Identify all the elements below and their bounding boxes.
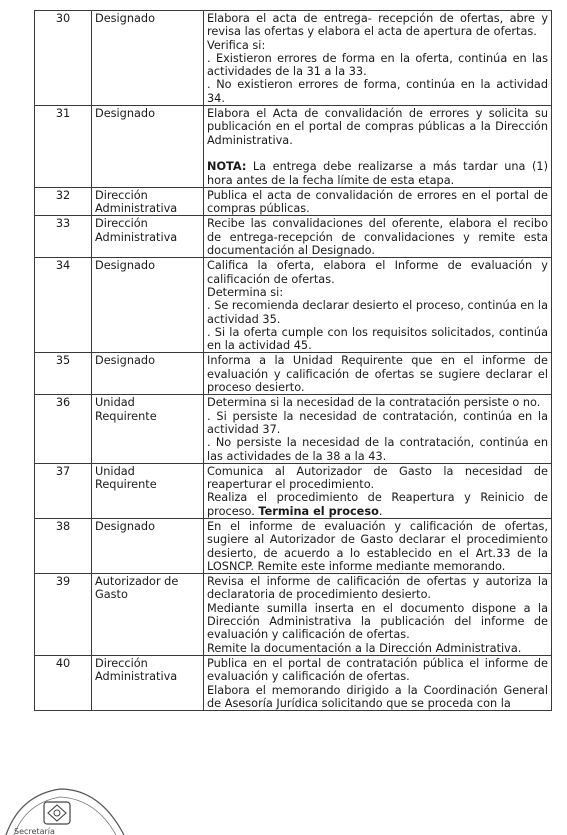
procedure-table [34,10,552,711]
description-paragraph [207,491,548,518]
responsible-unit: Unidad [95,464,135,478]
description-cell [204,353,552,395]
description-paragraph [207,642,548,655]
description-paragraph [207,259,548,286]
description-paragraph [207,326,548,353]
description-cell [204,655,552,710]
responsible-unit: Requirente [95,478,157,492]
responsible-unit: Gasto [95,588,128,602]
description-text: Publica en el portal de contratación pública el informe de evaluación y calificación de ofertas. [207,656,548,684]
description-text: Informa a la Unidad Requirente que en el informe de evaluación y calificación de ofertas se sugiere declarar el proceso desierto. [207,354,548,395]
description-paragraph [207,286,548,299]
description-cell [204,11,552,106]
description-text: Elabora el memorando dirigido a la Coordinación General de Asesoría Jurídica solicitando que se proceda con la [207,683,548,710]
description-text: . No persiste la necesidad de la contratación, continúa en las actividades de la 38 a la 43. [207,436,548,463]
responsible-unit: Administrativa [95,670,178,684]
activity-number: 33 [35,216,92,258]
table-row [35,395,552,463]
table-row [35,187,552,216]
description-paragraph [207,189,548,216]
description-text: Mediante sumilla inserta en el documento dispone a la Dirección Administrativa la publicación del informe de evaluación y calificación de ofertas. [207,601,548,642]
description-text: Elabora el Acta de convalidación de errores y solicita su publicación en el portal de compras públicas a la Dirección Administrativa. [207,107,548,147]
responsible-cell [92,463,204,518]
responsible-unit: Designado [95,354,156,368]
description-text-tail: . [378,504,383,518]
description-paragraph [207,396,548,409]
activity-number: 32 [35,187,92,216]
end-process-label: Termina el proceso [258,504,379,518]
description-paragraph [207,78,548,105]
description-paragraph [207,575,548,602]
activity-number: 40 [35,655,92,710]
table-row [35,106,552,188]
description-paragraph [207,299,548,326]
responsible-cell [92,353,204,395]
description-paragraph [207,410,548,437]
description-text: Publica el acta de convalidación de errores en el portal de compras públicas. [207,188,548,216]
responsible-cell [92,187,204,216]
procedure-table-body [35,11,552,711]
activity-number: 39 [35,574,92,656]
description-text: Califica la oferta, elabora el Informe de evaluación y calificación de ofertas. [207,259,548,286]
responsible-unit: Designado [95,107,156,121]
description-text: Elabora el acta de entrega- recepción de ofertas, abre y revisa las ofertas y elabora el acta de apertura de ofertas. [207,12,548,39]
description-paragraph [207,107,548,147]
description-text: Determina si la necesidad de la contratación persiste o no. [207,396,541,410]
description-cell [204,216,552,258]
description-cell [204,187,552,216]
seal-emblem-icon [44,802,70,824]
description-text: Comunica al Autorizador de Gasto la necesidad de reaperturar el procedimiento. [207,464,548,492]
table-row [35,518,552,573]
responsible-unit: Dirección [95,656,148,670]
table-row [35,574,552,656]
responsible-cell [92,395,204,463]
paragraph-gap [207,147,548,160]
description-paragraph [207,520,548,573]
description-text: Recibe las convalidaciones del oferente, elabora el recibo de entrega-recepción de convalidaciones y remite esta documentación al Designado. [207,217,548,258]
description-paragraph [207,52,548,79]
responsible-unit: Autorizador de [95,575,179,589]
description-text: Remite la documentación a la Dirección Administrativa. [207,641,522,655]
responsible-unit: Requirente [95,409,157,423]
seal-text: Secretaría [14,827,55,835]
seal-stamp [0,755,130,835]
description-text: . Existieron errores de forma en la oferta, continúa en las actividades de la 31 a la 33. [207,51,548,79]
activity-number: 35 [35,353,92,395]
responsible-unit: Administrativa [95,202,178,216]
responsible-cell [92,216,204,258]
responsible-unit: Designado [95,259,156,273]
responsible-unit: Designado [95,519,156,533]
description-text: Determina si: [207,285,284,299]
description-paragraph [207,12,548,39]
procedure-table-page [34,10,552,711]
activity-number: 36 [35,395,92,463]
description-paragraph [207,465,548,492]
description-cell [204,518,552,573]
description-cell [204,463,552,518]
responsible-cell [92,106,204,188]
description-text: . Si persiste la necesidad de contratación, continúa en la actividad 37. [207,409,548,436]
description-text: La entrega debe realizarse a más tardar una (1) hora antes de la fecha límite de esta etapa. [207,160,548,187]
description-paragraph [207,684,548,711]
description-paragraph [207,160,548,187]
description-text: . No existieron errores de forma, continúa en la actividad 34. [207,78,548,105]
activity-number: 37 [35,463,92,518]
table-row [35,353,552,395]
description-text: . Si la oferta cumple con los requisitos solicitados, continúa en la actividad 45. [207,325,548,353]
description-cell [204,395,552,463]
responsible-unit: Dirección [95,188,148,202]
responsible-unit: Unidad [95,396,135,410]
responsible-unit: Administrativa [95,230,178,244]
description-paragraph [207,354,548,394]
description-paragraph [207,657,548,684]
responsible-unit: Dirección [95,217,148,231]
activity-number: 34 [35,258,92,353]
activity-number: 38 [35,518,92,573]
responsible-cell [92,655,204,710]
responsible-cell [92,11,204,106]
description-text: Realiza el procedimiento de Reapertura y Reinicio de proceso. [207,491,548,518]
description-cell [204,574,552,656]
responsible-cell [92,574,204,656]
activity-number: 30 [35,11,92,106]
table-row [35,216,552,258]
description-paragraph [207,602,548,642]
table-row [35,655,552,710]
activity-number: 31 [35,106,92,188]
responsible-cell [92,518,204,573]
description-text: Verifica si: [207,38,266,52]
description-paragraph [207,436,548,463]
responsible-unit: Designado [95,12,156,25]
description-cell [204,258,552,353]
description-text: . Se recomienda declarar desierto el proceso, continúa en la actividad 35. [207,299,548,326]
description-paragraph [207,217,548,257]
description-text: Revisa el informe de calificación de ofertas y autoriza la declaratoria de procedimiento desierto. [207,575,548,602]
description-cell [204,106,552,188]
responsible-cell [92,258,204,353]
table-row [35,463,552,518]
table-row [35,258,552,353]
description-text: En el informe de evaluación y calificación de ofertas, sugiere al Autorizador de Gasto declarar el procedimiento desierto, de acuerdo a lo establecido en el Art.33 de la LOSNCP. Remite este informe mediante memorando. [207,519,548,573]
table-row [35,11,552,106]
description-paragraph [207,39,548,52]
note-label: NOTA: [207,160,247,174]
